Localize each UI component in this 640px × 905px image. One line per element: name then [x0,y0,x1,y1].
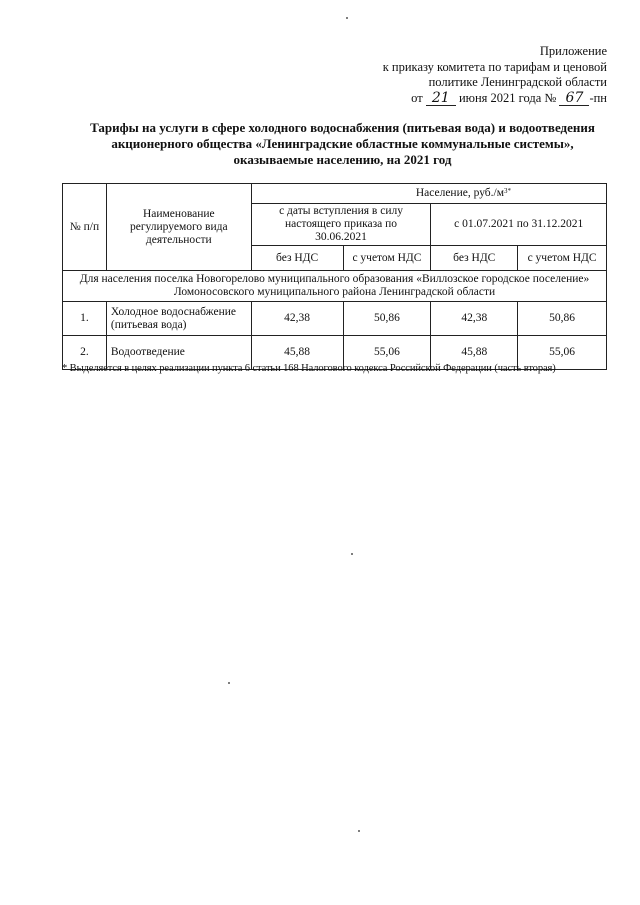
header-row-1 [63,184,607,204]
header-population-sup: 3* [504,187,511,195]
row-value-p2-without-vat: 45,88 [431,336,518,370]
scan-speck [351,553,353,555]
section-line-1: Для населения поселка Новогорелово муниципального образования «Виллозское городское поселение» [79,273,590,285]
header-p1-without-vat: без НДС [251,246,343,271]
row-value-p2-with-vat: 50,86 [518,302,607,336]
row-activity-name: Водоотведение [106,336,251,370]
header-p2-without-vat: без НДС [431,246,518,271]
date-middle: июня 2021 года № [458,90,557,105]
handwritten-day: 21 [426,92,456,106]
header-period-2: с 01.07.2021 по 31.12.2021 [431,204,607,246]
row-value-p2-without-vat: 42,38 [431,302,518,336]
row-value-p1-with-vat: 50,86 [343,302,431,336]
section-line-2: Ломоносовского муниципального района Ленинградской области [173,286,496,298]
header-population-group [251,184,606,204]
title-line-2: акционерного общества «Ленинградские областные коммунальные системы», [111,136,574,151]
appendix-date-line [383,91,607,107]
header-p1-with-vat: с учетом НДС [343,246,431,271]
header-population-label: Население, руб./м [415,187,504,199]
header-p2-with-vat: с учетом НДС [518,246,607,271]
appendix-line-3: политике Ленинградской области [428,75,607,89]
section-cell [63,271,607,302]
header-activity-name: Наименование регулируемого вида деятельности [106,184,251,271]
row-number: 2. [63,336,107,370]
appendix-line-2: к приказу комитета по тарифам и ценовой [382,59,607,74]
scan-speck [228,682,230,684]
tariffs-table [62,183,607,370]
title-line-1: Тарифы на услуги в сфере холодного водоснабжения (питьевая вода) и водоотведения [90,120,595,135]
table-row [63,302,607,336]
scan-speck [358,830,360,832]
row-value-p1-without-vat: 42,38 [251,302,343,336]
header-period-1: с даты вступления в силу настоящего приказа по 30.06.2021 [251,204,431,246]
row-value-p1-without-vat: 45,88 [251,336,343,370]
row-value-p2-with-vat: 55,06 [518,336,607,370]
row-activity-name: Холодное водоснабжение (питьевая вода) [106,302,251,336]
order-suffix: -пн [589,90,607,105]
date-prefix: от [411,90,423,105]
section-row [63,271,607,302]
appendix-line-1: Приложение [539,44,607,58]
row-value-p1-with-vat: 55,06 [343,336,431,370]
row-number: 1. [63,302,107,336]
handwritten-order-number: 67 [559,92,589,106]
scan-speck [346,17,348,19]
header-number: № п/п [63,184,107,271]
document-title [75,120,610,168]
footnote: * Выделяется в целях реализации пункта 6 статьи 168 Налогового кодекса Российской Федерации (часть вторая) [62,363,556,374]
appendix-block [383,44,607,106]
title-line-3: оказываемые населению, на 2021 год [233,152,452,167]
